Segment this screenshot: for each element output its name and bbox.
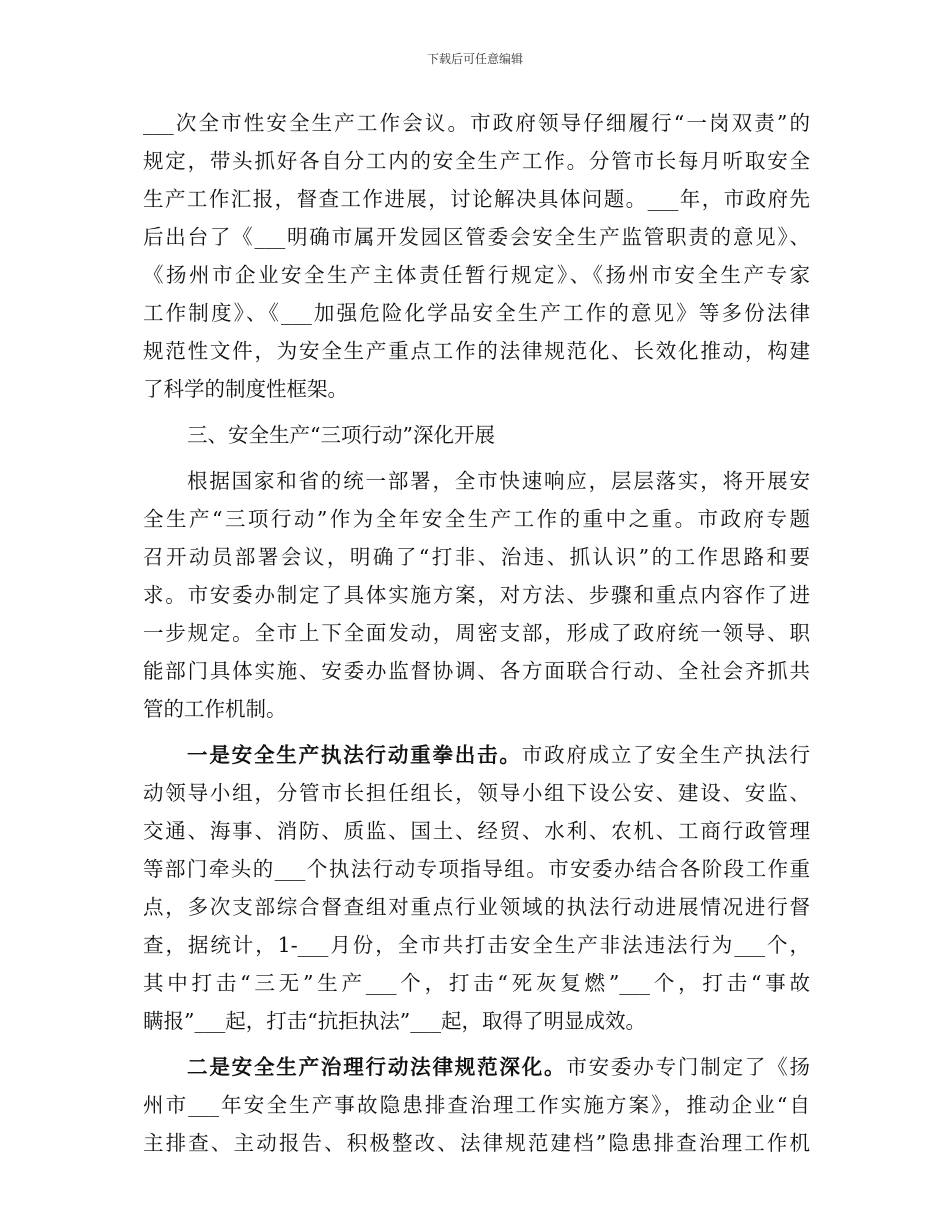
text-line: 召开动员部署会议，明确了“打非、治违、抓认识”的工作思路和要 <box>143 545 810 569</box>
text-line: 能部门具体实施、安委办监督协调、各方面联合行动、全社会齐抓共 <box>143 659 810 683</box>
text-line: 求。市安委办制定了具体实施方案，对方法、步骤和重点内容作了进 <box>143 583 810 607</box>
text-line: 后出台了《___明确市属开发园区管委会安全生产监管职责的意见》、 <box>143 225 810 249</box>
text-line: 点，多次支部综合督查组对重点行业领域的执法行动进展情况进行督 <box>143 895 810 919</box>
text-line: 《扬州市企业安全生产主体责任暂行规定》、《扬州市安全生产专家 <box>143 263 810 287</box>
text-line: 一步规定。全市上下全面发动，周密支部，形成了政府统一领导、职 <box>143 621 810 645</box>
text-line <box>143 1048 810 1086</box>
text-run: 市安委办专门制定了《扬 <box>566 1055 811 1079</box>
text-run: 市政府成立了安全生产执法行 <box>521 743 811 767</box>
text-line: 管的工作机制。 <box>143 697 287 721</box>
document-body <box>143 104 810 1162</box>
text-line: 等部门牵头的___个执法行动专项指导组。市安委办结合各阶段工作重 <box>143 857 810 881</box>
paragraph-three-actions <box>143 462 810 728</box>
paragraph-governance-action <box>143 1048 810 1162</box>
text-line: 州市___年安全生产事故隐患排查治理工作实施方案》，推动企业“自 <box>143 1093 810 1117</box>
paragraph-safety-meetings <box>143 104 810 408</box>
paragraph-lead: 二是安全生产治理行动法律规范深化。 <box>187 1055 567 1079</box>
text-line: 全生产“三项行动”作为全年安全生产工作的重中之重。市政府专题 <box>143 507 810 531</box>
text-line <box>143 736 810 774</box>
text-line: 主排查、主动报告、积极整改、法律规范建档”隐患排查治理工作机 <box>143 1131 810 1155</box>
page-header: 下载后可任意编辑 <box>426 52 523 66</box>
text-line: 交通、海事、消防、质监、国土、经贸、水利、农机、工商行政管理 <box>143 819 810 843</box>
paragraph-lead: 一是安全生产执法行动重拳出击。 <box>187 743 522 767</box>
text-line: 了科学的制度性框架。 <box>143 377 348 401</box>
text-line: 生产工作汇报，督查工作进展，讨论解决具体问题。___年，市政府先 <box>143 187 810 211</box>
section-heading: 三、安全生产“三项行动”深化开展 <box>187 423 495 447</box>
text-line: 工作制度》、《___加强危险化学品安全生产工作的意见》等多份法律 <box>143 301 810 325</box>
text-line: 瞒报”___起，打击“抗拒执法”___起，取得了明显成效。 <box>143 1009 646 1033</box>
text-line: 规定，带头抓好各自分工内的安全生产工作。分管市长每月听取安全 <box>143 149 810 173</box>
text-line: 其中打击“三无”生产___个，打击“死灰复燃”___个，打击“事故 <box>143 971 810 995</box>
text-line: 查，据统计，1-___月份，全市共打击安全生产非法违法行为___个， <box>143 933 810 957</box>
paragraph-enforcement-action <box>143 736 810 1040</box>
text-line: 动领导小组，分管市长担任组长，领导小组下设公安、建设、安监、 <box>143 781 810 805</box>
text-line: 规范性文件，为安全生产重点工作的法律规范化、长效化推动，构建 <box>143 339 810 363</box>
text-line: 根据国家和省的统一部署，全市快速响应，层层落实，将开展安 <box>187 469 810 493</box>
text-line: ___次全市性安全生产工作会议。市政府领导仔细履行“一岗双责”的 <box>143 111 810 135</box>
